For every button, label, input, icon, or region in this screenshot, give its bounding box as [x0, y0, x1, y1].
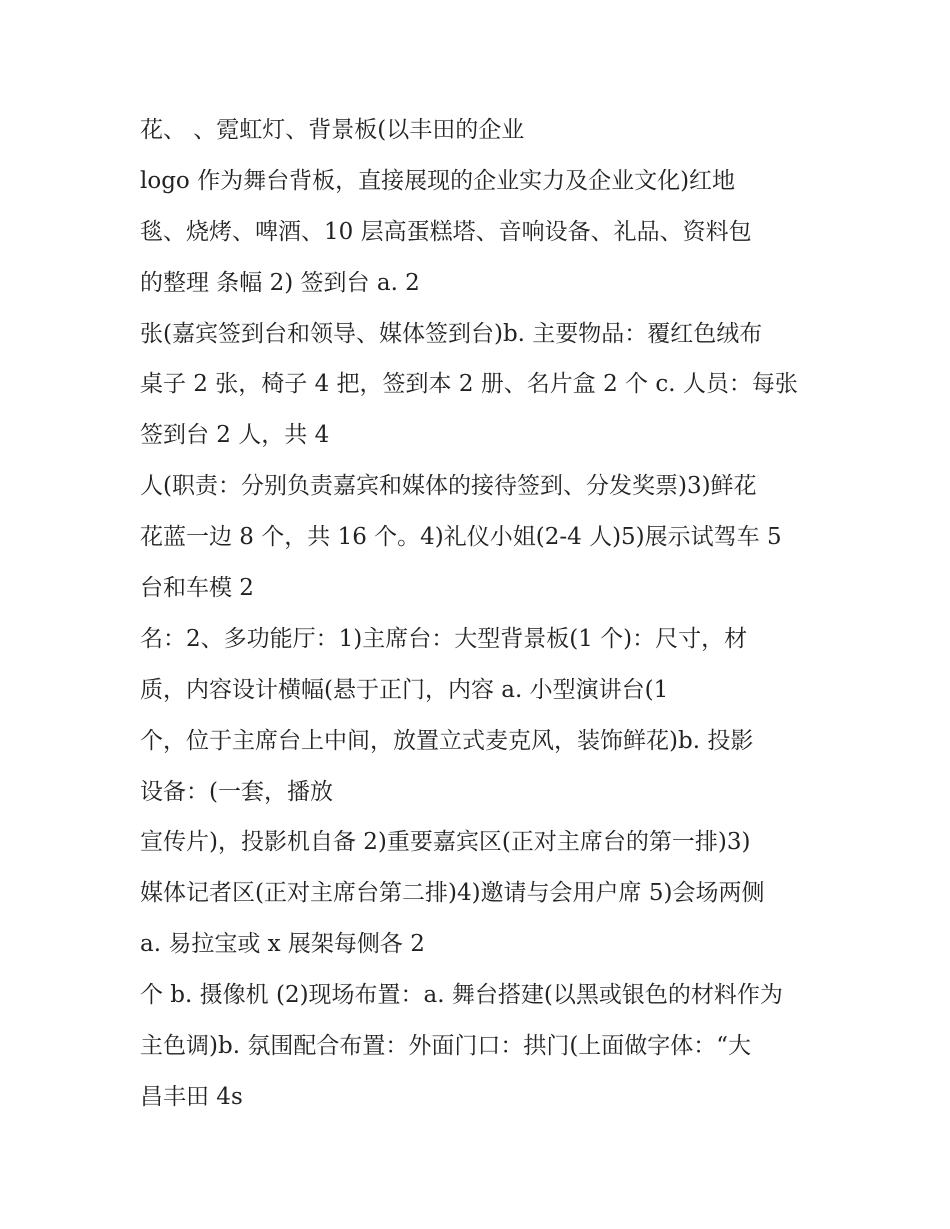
text-line: 宣传片)，投影机自备 2)重要嘉宾区(正对主席台的第一排)3) [140, 829, 751, 856]
text-line: 花、 、霓虹灯、背景板(以丰田的企业 [140, 117, 525, 143]
text-line: 花蓝一边 8 个，共 16 个。4)礼仪小姐(2-4 人)5)展示试驾车 5 [140, 524, 782, 551]
text-line: 质，内容设计横幅(悬于正门，内容 a. 小型演讲台(1 [140, 676, 669, 703]
text-line: 设备：(一套，播放 [140, 778, 333, 805]
text-line: 的整理 条幅 2) 签到台 a. 2 [140, 269, 420, 296]
text-line: a. 易拉宝或 x 展架每侧各 2 [140, 931, 425, 958]
text-line: 桌子 2 张，椅子 4 把，签到本 2 册、名片盒 2 个 c. 人员：每张 [140, 371, 798, 398]
text-line: 昌丰田 4s [140, 1083, 243, 1110]
text-line: 个 b. 摄像机 (2)现场布置：a. 舞台搭建(以黑或银色的材料作为 [140, 982, 783, 1009]
text-line: 人(职责：分别负责嘉宾和媒体的接待签到、分发奖票)3)鲜花 [140, 473, 757, 500]
text-line: 名：2、多功能厅：1)主席台：大型背景板(1 个)：尺寸，材 [140, 625, 748, 652]
text-line: 张(嘉宾签到台和领导、媒体签到台)b. 主要物品：覆红色绒布 [140, 320, 763, 347]
text-line: 签到台 2 人，共 4 [140, 422, 330, 449]
document-body [140, 110, 840, 1128]
text-line: 毯、烧烤、啤酒、10 层高蛋糕塔、音响设备、礼品、资料包 [140, 218, 752, 245]
text-line: logo 作为舞台背板，直接展现的企业实力及企业文化)红地 [140, 167, 736, 194]
text-line: 媒体记者区(正对主席台第二排)4)邀请与会用户席 5)会场两侧 [140, 880, 765, 907]
text-line: 个，位于主席台上中间，放置立式麦克风，装饰鲜花)b. 投影 [140, 727, 754, 754]
text-line: 台和车模 2 [140, 575, 254, 602]
text-line: 主色调)b. 氛围配合布置：外面门口：拱门(上面做字体：“大 [140, 1033, 752, 1060]
